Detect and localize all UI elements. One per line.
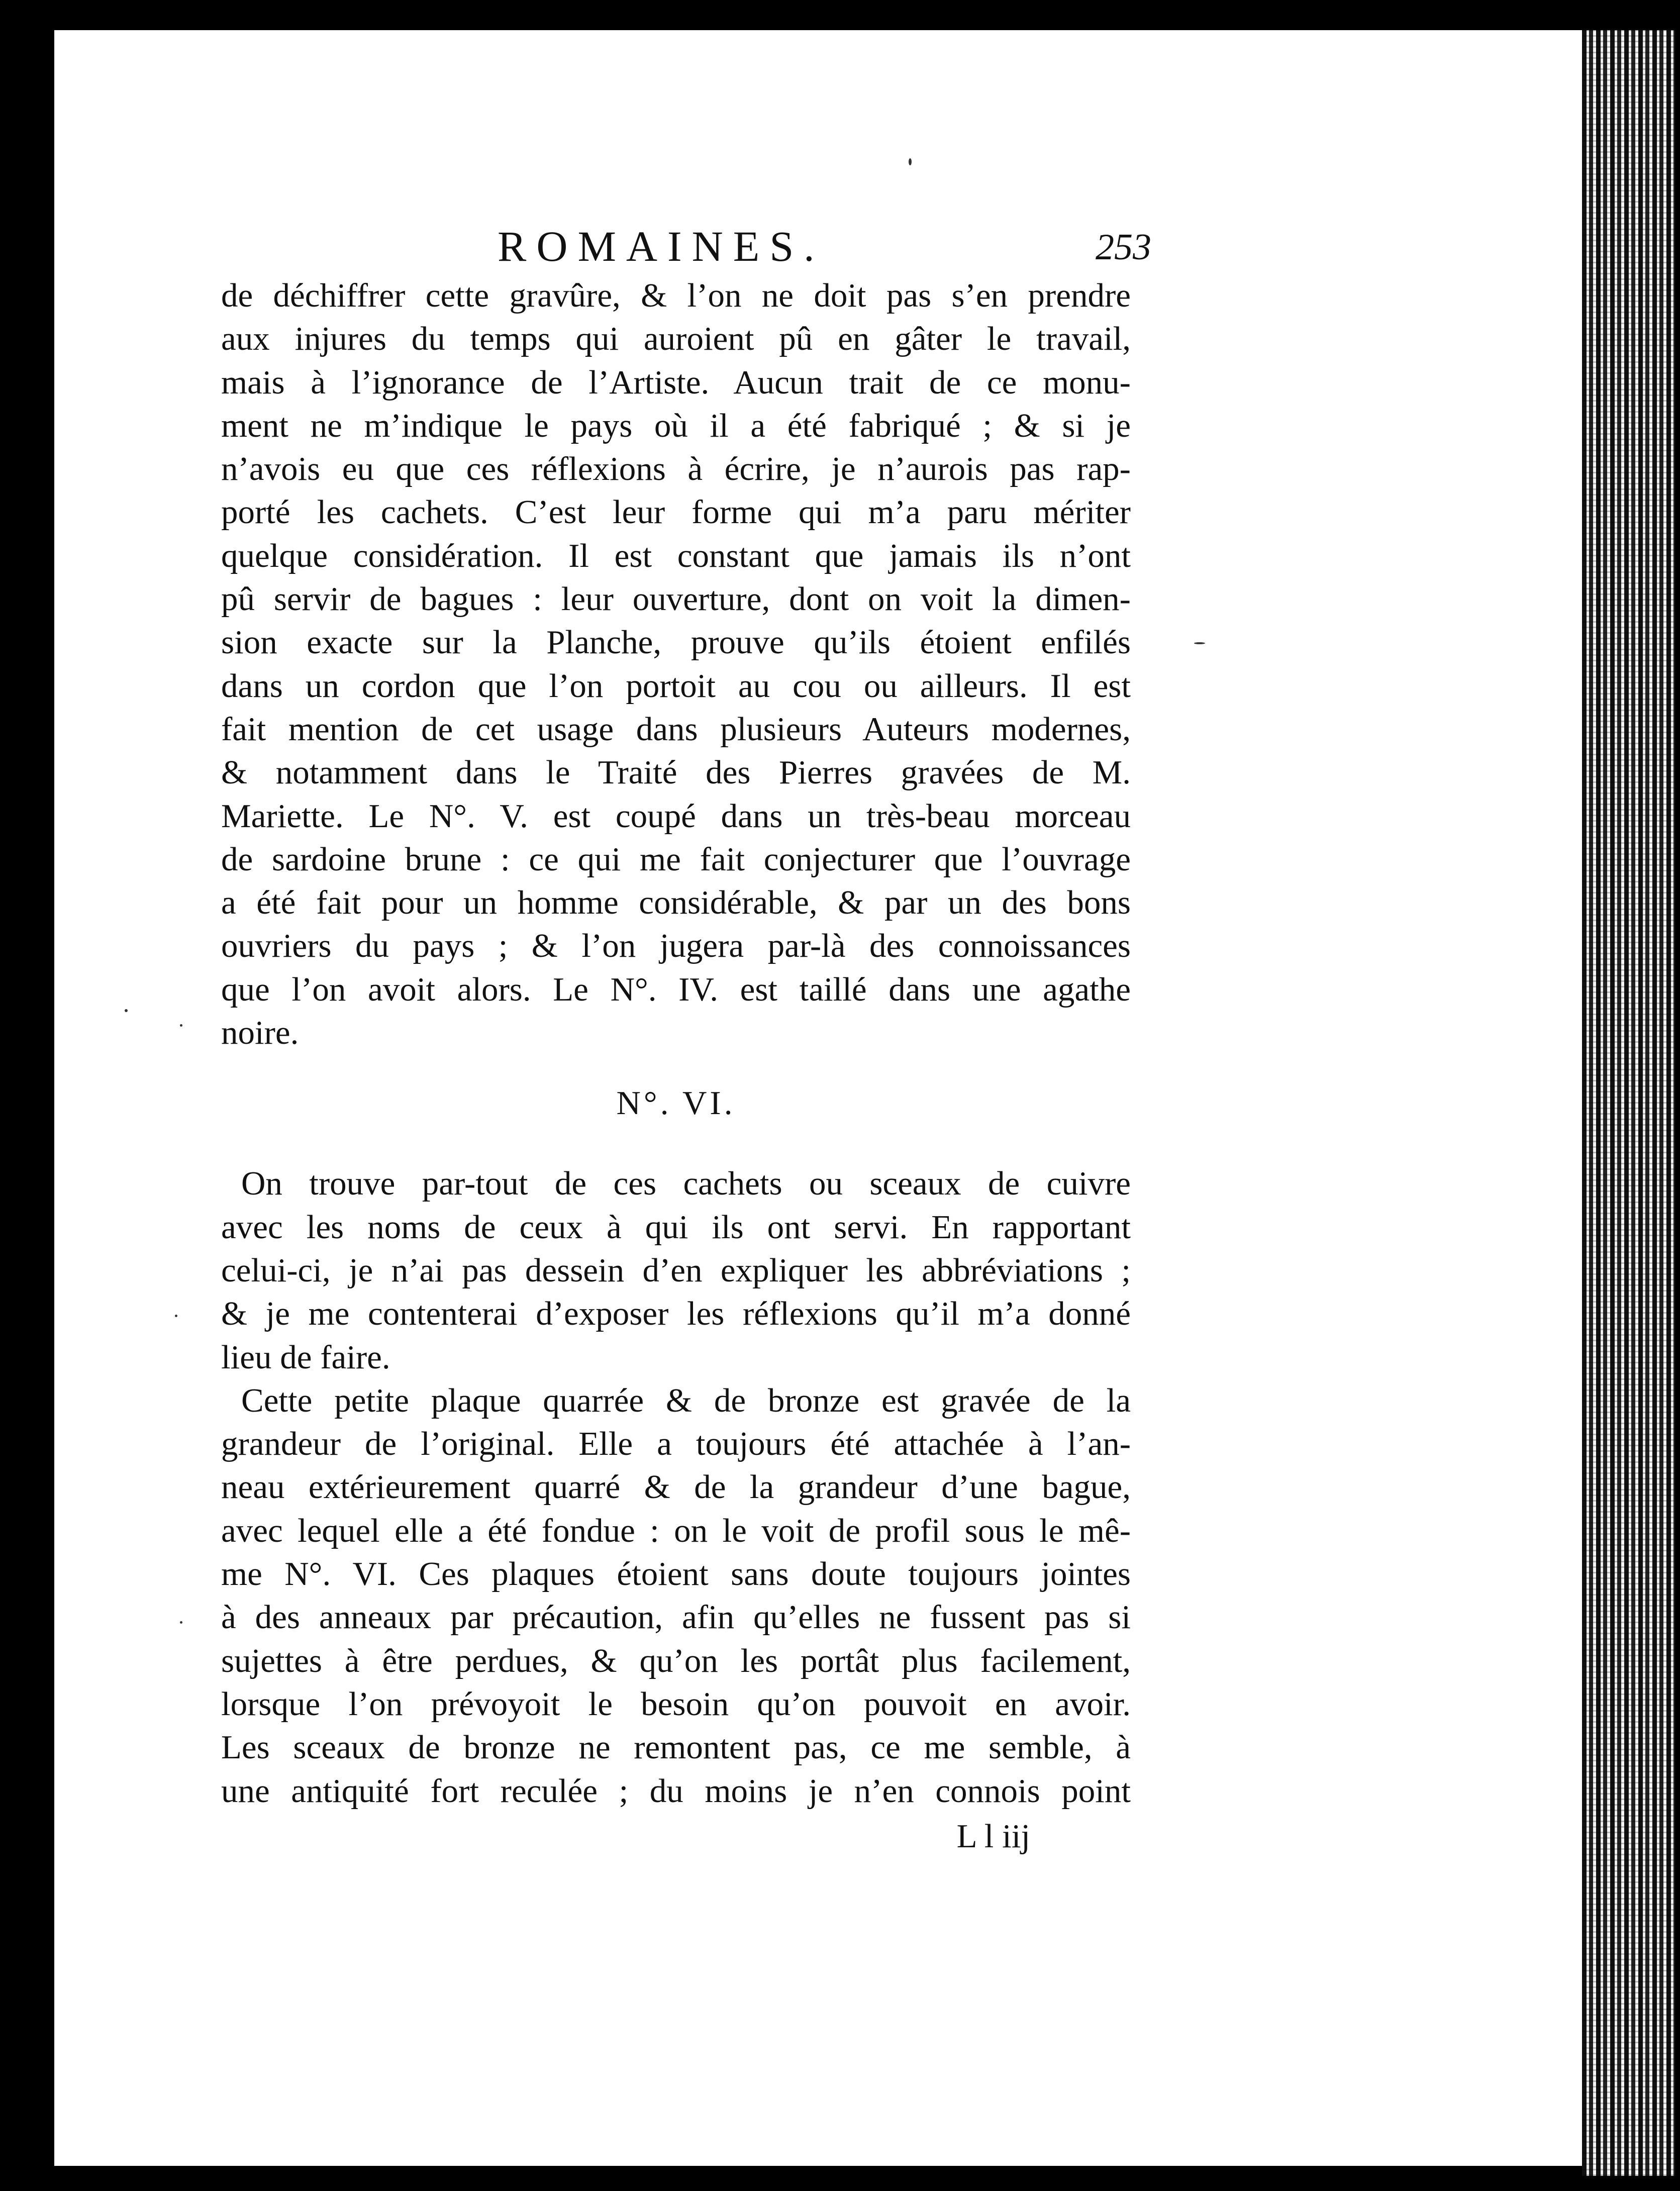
text-line: ouvriers du pays ; & l’on jugera par-là des connoissances <box>221 927 1131 965</box>
text-line: de déchiffrer cette gravûre, & l’on ne doit pas s’en prendre <box>221 277 1131 314</box>
ink-speck <box>180 1621 182 1624</box>
text-line: fait mention de cet usage dans plusieurs Auteurs modernes, <box>221 710 1131 748</box>
text-line: une antiquité fort reculée ; du moins je n’en connois point <box>221 1772 1131 1810</box>
text-line: aux injures du temps qui auroient pû en gâter le travail, <box>221 320 1131 358</box>
text-block <box>221 274 1131 1858</box>
text-line: Les sceaux de bronze ne remontent pas, ce me semble, à <box>221 1729 1131 1766</box>
text-line: de sardoine brune : ce qui me fait conjecturer que l’ouvrage <box>221 840 1131 878</box>
text-line: celui-ci, je n’ai pas dessein d’en expliquer les abbréviations ; <box>221 1251 1131 1289</box>
running-title: ROMAINES. <box>498 222 825 270</box>
text-line: grandeur de l’original. Elle a toujours été attachée à l’an- <box>221 1425 1131 1463</box>
section-title: N°. VI. <box>616 1084 736 1122</box>
ink-speck <box>1194 642 1205 644</box>
text-line: sion exacte sur la Planche, prouve qu’ils étoient enfilés <box>221 624 1131 661</box>
text-line: porté les cachets. C’est leur forme qui m’a paru mériter <box>221 493 1131 531</box>
paragraph-1 <box>221 274 1131 1054</box>
text-line: sujettes à être perdues, & qu’on les portât plus facilement, <box>221 1642 1131 1679</box>
paragraph-3 <box>221 1379 1131 1813</box>
text-line: On trouve par-tout de ces cachets ou sceaux de cuivre <box>241 1165 1131 1203</box>
text-line: ment ne m’indique le pays où il a été fabriqué ; & si je <box>221 407 1131 444</box>
text-line: neau extérieurement quarré & de la grandeur d’une bague, <box>221 1468 1131 1506</box>
text-line: lorsque l’on prévoyoit le besoin qu’on pouvoit en avoir. <box>221 1685 1131 1723</box>
text-line: que l’on avoit alors. Le N°. IV. est taillé dans une agathe <box>221 970 1131 1008</box>
text-line: a été fait pour un homme considérable, & par un des bons <box>221 884 1131 922</box>
ink-speck <box>180 1024 182 1027</box>
text-line: avec les noms de ceux à qui ils ont servi. En rapportant <box>221 1208 1131 1246</box>
text-line: noire. <box>221 1014 299 1052</box>
page-edges <box>1582 30 1675 2176</box>
page-header <box>221 221 1166 281</box>
text-line: dans un cordon que l’on portoit au cou ou ailleurs. Il est <box>221 667 1131 705</box>
text-line: quelque considération. Il est constant que jamais ils n’ont <box>221 537 1131 574</box>
text-line: & je me contenterai d’exposer les réflexions qu’il m’a donné <box>221 1295 1131 1333</box>
signature-mark: L l iij <box>956 1817 1030 1855</box>
text-line: avec lequel elle a été fondue : on le voit de profil sous le mê- <box>221 1512 1131 1549</box>
paragraph-2 <box>221 1162 1131 1378</box>
text-line: à des anneaux par précaution, afin qu’elles ne fussent pas si <box>221 1599 1131 1636</box>
text-line: Cette petite plaque quarrée & de bronze est gravée de la <box>241 1381 1131 1419</box>
ink-speck <box>909 158 912 165</box>
text-line: mais à l’ignorance de l’Artiste. Aucun trait de ce monu- <box>221 363 1131 401</box>
ink-speck <box>175 1315 177 1317</box>
text-line: & notamment dans le Traité des Pierres gravées de M. <box>221 754 1131 791</box>
page-number: 253 <box>1096 227 1151 268</box>
text-line: me N°. VI. Ces plaques étoient sans doute toujours jointes <box>221 1555 1131 1593</box>
text-line: lieu de faire. <box>221 1338 390 1376</box>
text-line: n’avois eu que ces réflexions à écrire, je n’aurois pas rap- <box>221 450 1131 488</box>
text-line: pû servir de bagues : leur ouverture, dont on voit la dimen- <box>221 580 1131 618</box>
ink-speck <box>125 1009 128 1012</box>
text-line: Mariette. Le N°. V. est coupé dans un très-beau morceau <box>221 797 1131 835</box>
